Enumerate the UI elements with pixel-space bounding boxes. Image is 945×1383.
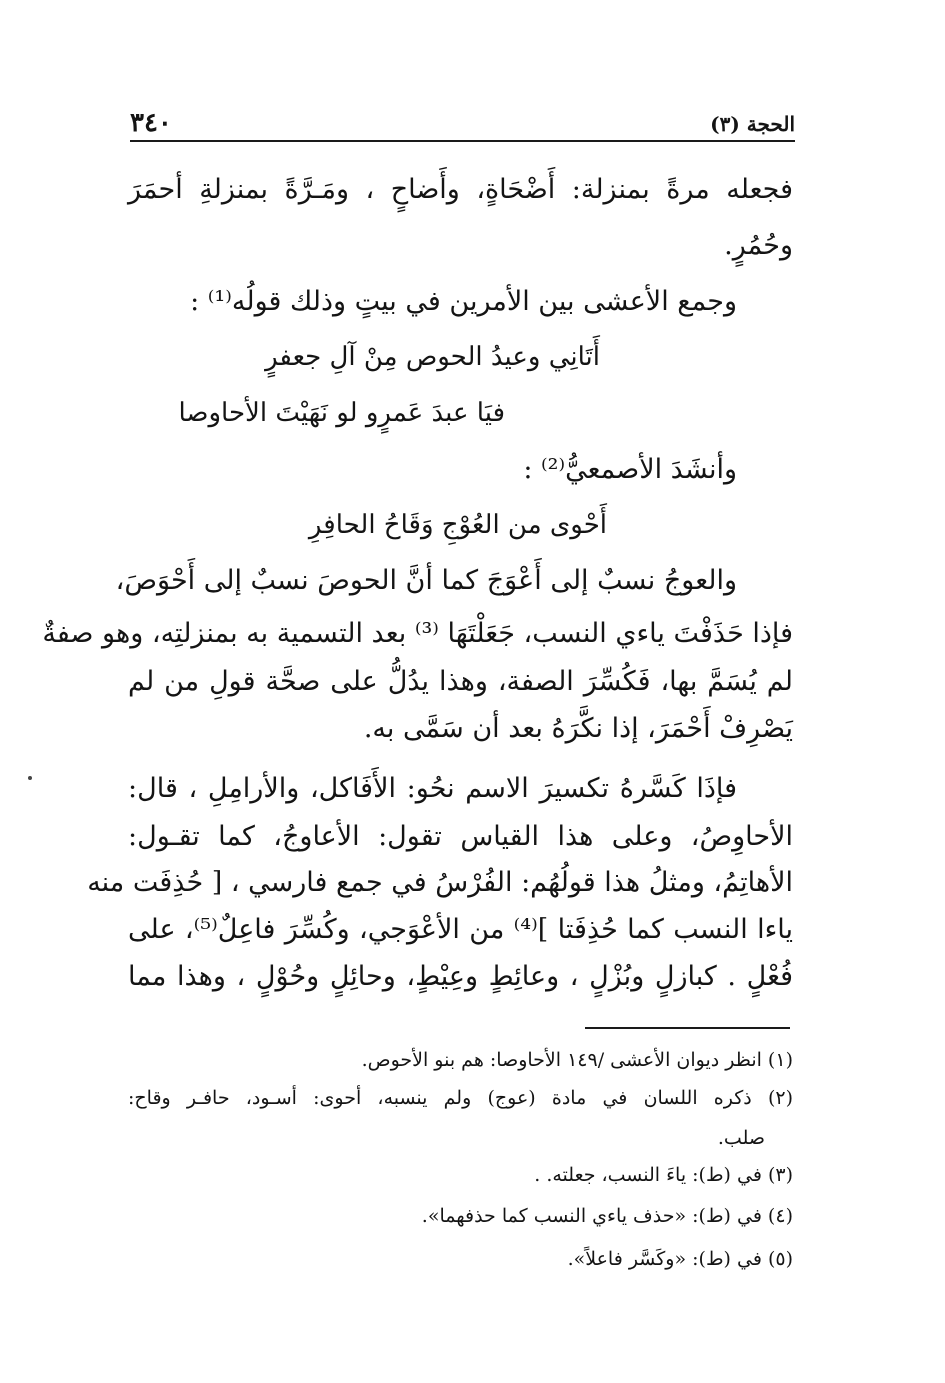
body-line: والعوجُ نسبٌ إلى أَعْوَجَ كما أنَّ الحوصَ نسبٌ إلى أَحْوَصَ، xyxy=(115,565,737,596)
body-line: الأحاوِصُ، وعلى هذا القياس تقول: الأعاوجُ، كما تقـول: xyxy=(128,821,793,852)
footnote: (٤) في (ط): «حذف ياءي النسب كما حذفهما». xyxy=(421,1205,793,1227)
body-line: وجمع الأعشى بين الأمرين في بيتٍ وذلك قولُه⁽¹⁾ : xyxy=(190,286,737,317)
body-line: لم يُسَمَّ بها، فَكُسِّرَ الصفة، وهذا يدُلُّ على صحَّة قولِ من لم xyxy=(128,666,793,697)
footnote: (٢) ذكره اللسان في مادة (عوج) ولم ينسبه، أحوى: أسـود، حافـر وقاح: xyxy=(128,1087,793,1109)
footnote: (١) انظر ديوان الأعشى /١٤٩ الأحاوصا: هم بنو الأحوص. xyxy=(361,1049,793,1071)
body-line: فإذا حَذَفْتَ ياءي النسب، جَعَلْتَهَا ⁽³⁾ بعد التسمية به بمنزلتِه، وهو صفةٌ xyxy=(42,618,793,649)
body-line: وأنشَدَ الأصمعيُّ⁽²⁾ : xyxy=(523,454,737,485)
footnote-rule xyxy=(585,1027,790,1029)
body-line: وحُمُرٍ. xyxy=(724,230,793,261)
body-line: الأهاتِمُ، ومثلُ هذا قولُهُم: الفُرْسُ في جمع فارسي ، [ حُذِفَت منه xyxy=(87,867,793,898)
verse-line: أَتَانِي وعيدُ الحوص مِنْ آلِ جعفرٍ xyxy=(265,342,600,372)
body-line: فجعله مرةً بمنزلة: أَضْحَاةٍ، وأَضاحٍ ، ومَـرَّةً بمنزلةِ أحمَرَ xyxy=(128,174,793,205)
running-header xyxy=(130,108,795,138)
verse-line: أَحْوى من العُوْجِ وَقَاحُ الحافِرِ xyxy=(308,510,607,540)
body-line: فُعْلٍ . كبازلٍ وبُزْلٍ ، وعائِطٍ وعِيْطٍ، وحائِلٍ وحُوْلٍ ، وهذا مما xyxy=(128,961,793,992)
footnote: (٣) في (ط): ياءَ النسب، جعلته. . xyxy=(534,1164,793,1186)
body-line: فإذَا كَسَّرهُ تكسيرَ الاسم نحُو: الأَفَاكل، والأرامِلِ ، قال: xyxy=(128,773,737,804)
book-title: الحجة (٣) xyxy=(710,112,795,136)
body-line: ياءا النسب كما حُذِفَتا ]⁽⁴⁾ من الأعْوَجي، وكُسِّرَ فاعِلٌ⁽⁵⁾، على xyxy=(128,914,794,945)
scan-speck xyxy=(28,776,32,780)
body-line: يَصْرِفْ أَحْمَرَ، إذا نكَّرَهُ بعد أن سَمَّى به. xyxy=(363,713,793,744)
page-number: ٣٤٠ xyxy=(130,108,172,138)
footnote: (٥) في (ط): «وكَسَّر فاعلاً». xyxy=(567,1248,793,1270)
header-rule xyxy=(130,140,795,142)
verse-line: فيَا عبدَ عَمرٍو لو نَهَيْتَ الأحاوصا xyxy=(178,398,505,428)
footnote: صلب. xyxy=(717,1127,765,1149)
